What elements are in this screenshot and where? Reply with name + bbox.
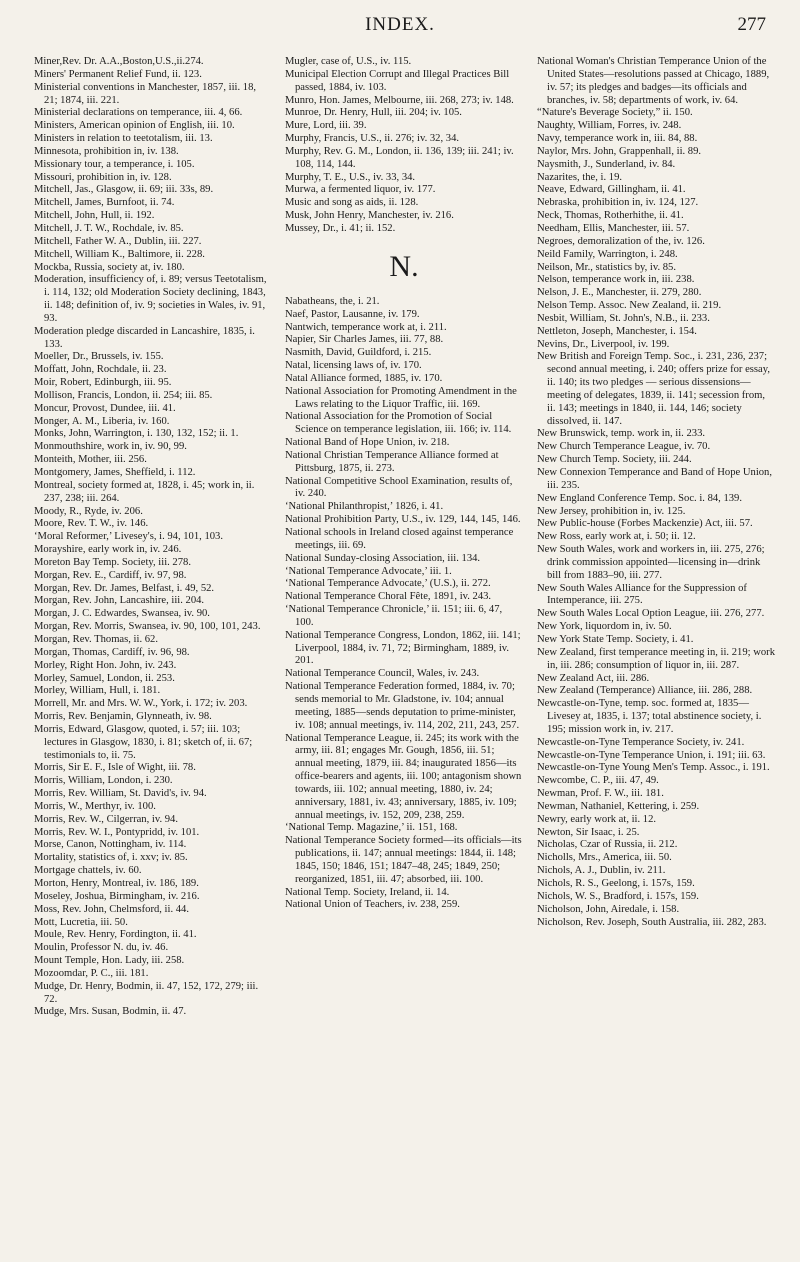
- index-entry: Moreton Bay Temp. Society, iii. 278.: [34, 556, 191, 568]
- section-letter-n: N.: [389, 249, 419, 283]
- index-entry: New Church Temperance League, iv. 70.: [537, 441, 711, 453]
- index-entry: Neild Family, Warrington, i. 248.: [537, 248, 678, 260]
- index-entry: Moderation, insufficiency of, i. 89; versus Teetotalism, i. 114, 132; old Moderation Society declining, 1843, ii. 148; definition of, iv. 9; societies in Wales, iv. 91, 93.: [34, 274, 267, 324]
- index-entry: Naef, Pastor, Lausanne, iv. 179.: [285, 308, 420, 320]
- index-entry: Nevins, Dr., Liverpool, iv. 199.: [537, 338, 670, 350]
- index-entry: National Association for Promoting Amendment in the Laws relating to the Liquor Traffic, iii. 169.: [285, 385, 517, 410]
- index-entry: Ministerial declarations on temperance, iii. 4, 66.: [34, 107, 243, 119]
- index-entry: National Temperance Council, Wales, iv. 243.: [285, 668, 480, 680]
- index-entry: Municipal Election Corrupt and Illegal Practices Bill passed, 1884, iv. 103.: [285, 68, 510, 93]
- index-entry: New Zealand, first temperance meeting in, ii. 219; work in, iii. 286; consumption of liquor in, iii. 287.: [537, 646, 775, 671]
- index-entry: Mortality, statistics of, i. xxv; iv. 85.: [34, 852, 188, 864]
- index-entry: Needham, Ellis, Manchester, iii. 57.: [537, 222, 690, 234]
- index-entry: ‘National Temp. Magazine,’ ii. 151, 168.: [285, 822, 458, 834]
- index-entry: Ministerial conventions in Manchester, 1857, iii. 18, 21; 1874, iii. 221.: [34, 81, 257, 106]
- index-entry: Morris, W., Merthyr, iv. 100.: [34, 800, 156, 812]
- index-entry: Morris, Edward, Glasgow, quoted, i. 57; iii. 103; lectures in Glasgow, 1830, i. 81; sketch of, ii. 67; testimonials to, ii. 75.: [34, 723, 253, 761]
- index-entry: New Connexion Temperance and Band of Hope Union, iii. 235.: [537, 467, 773, 491]
- index-entry: Newton, Sir Isaac, i. 25.: [537, 826, 640, 838]
- index-entry: Morrell, Mr. and Mrs. W. W., York, i. 172; iv. 203.: [34, 698, 248, 710]
- index-entry: National Temp. Society, Ireland, ii. 14.: [285, 886, 450, 898]
- index-entry: Newcastle-on-Tyne, temp. soc. formed at, 1835—Livesey at, 1835, i. 137; total abstinence society, i. 195; mission work in, iv. 217.: [537, 698, 762, 735]
- index-entry: Nazarites, the, i. 19.: [537, 171, 623, 183]
- index-entry: Nichols, R. S., Geelong, i. 157s, 159.: [537, 878, 695, 889]
- index-entry: Neilson, Mr., statistics by, iv. 85.: [537, 261, 676, 273]
- index-entry: Monmouthshire, work in, iv. 90, 99.: [34, 441, 187, 453]
- index-entry: Mure, Lord, iii. 39.: [285, 120, 367, 132]
- index-entry: Nelson, J. E., Manchester, ii. 279, 280.: [537, 287, 702, 299]
- index-entry: Music and song as aids, ii. 128.: [285, 197, 419, 209]
- index-entry: Missouri, prohibition in, iv. 128.: [34, 171, 172, 183]
- index-entry: Morgan, J. C. Edwardes, Swansea, iv. 90.: [34, 608, 210, 620]
- index-entry: Moule, Rev. Henry, Fordington, ii. 41.: [34, 929, 197, 941]
- index-entry: New Zealand (Temperance) Alliance, iii. 286, 288.: [537, 685, 753, 697]
- index-entry: Morris, Rev. Benjamin, Glynneath, iv. 98.: [34, 711, 212, 723]
- index-entry: Mitchell, James, Burnfoot, ii. 74.: [34, 197, 175, 209]
- index-entry: Newcastle-on-Tyne Temperance Society, iv. 241.: [537, 736, 745, 748]
- index-entry: Moncur, Provost, Dundee, iii. 41.: [34, 402, 176, 414]
- index-entry: New York, liquordom in, iv. 50.: [537, 621, 672, 633]
- index-entry: ‘Moral Reformer,’ Livesey's, i. 94, 101, 103.: [34, 531, 223, 543]
- index-entry: Montreal, society formed at, 1828, i. 45; work in, ii. 237, 238; iii. 264.: [34, 479, 255, 504]
- index-entry: Moir, Robert, Edinburgh, iii. 95.: [34, 377, 172, 389]
- index-entry: Murphy, T. E., U.S., iv. 33, 34.: [285, 171, 416, 183]
- index-entry: National Temperance Federation formed, 1884, iv. 70; sends memorial to Mr. Gladstone, iv. 104; annual meeting, 1885—sends deputation to prime-minister, iv. 108; annual meetings, iv. 114, 202, 211, 243, 257.: [285, 681, 520, 731]
- index-entry: Ministers, American opinion of English, iii. 10.: [34, 120, 235, 132]
- index-entry: Nicholas, Czar of Russia, ii. 212.: [537, 839, 678, 851]
- index-entry: Nantwich, temperance work at, i. 211.: [285, 321, 447, 333]
- index-entry: Newcombe, C. P., iii. 47, 49.: [537, 775, 659, 787]
- index-column-1: [34, 56, 272, 1019]
- index-entry: National Band of Hope Union, iv. 218.: [285, 437, 450, 449]
- index-entry: Mott, Lucretia, iii. 50.: [34, 916, 128, 928]
- index-entry: ‘National Philanthropist,’ 1826, i. 41.: [285, 501, 444, 513]
- index-entry: Morris, William, London, i. 230.: [34, 775, 173, 787]
- index-entry: Morayshire, early work in, iv. 246.: [34, 544, 182, 556]
- index-entry: Newry, early work at, ii. 12.: [537, 813, 657, 825]
- index-entry: National Temperance Society formed—its officials—its publications, ii. 147; annual meetings: 1844, ii. 148; 1845, 150; 1846, 151; 1847–48, 245; 1849, 250; reorganized, 1851, iii. 47; absorbed, iii. 100.: [285, 835, 522, 885]
- index-entry: Nebraska, prohibition in, iv. 124, 127.: [537, 197, 699, 209]
- index-entry: Nelson Temp. Assoc. New Zealand, ii. 219.: [537, 300, 722, 312]
- index-entry: Mockba, Russia, society at, iv. 180.: [34, 261, 185, 273]
- index-entry: Mudge, Mrs. Susan, Bodmin, ii. 47.: [34, 1006, 187, 1018]
- index-entry: Miner,Rev. Dr. A.A.,Boston,U.S.,ii.274.: [34, 56, 204, 67]
- index-entry: Negroes, demoralization of the, iv. 126.: [537, 235, 705, 247]
- index-entry: Morris, Rev. W., Cilgerran, iv. 94.: [34, 813, 178, 825]
- index-entry: Monteith, Mother, iii. 256.: [34, 454, 147, 466]
- index-entry: Nabatheans, the, i. 21.: [285, 295, 380, 307]
- index-entry: Mollison, Francis, London, ii. 254; iii. 85.: [34, 389, 213, 401]
- index-entry: New South Wales, work and workers in, iii. 275, 276; drink commission appointed—licensing in—drink bill from 1883–90, iii. 277.: [537, 544, 765, 581]
- index-entry: Minnesota, prohibition in, iv. 138.: [34, 145, 179, 157]
- index-entry: Missionary tour, a temperance, i. 105.: [34, 158, 195, 170]
- index-entry: Moss, Rev. John, Chelmsford, ii. 44.: [34, 903, 189, 915]
- index-entry: Moseley, Joshua, Birmingham, iv. 216.: [34, 890, 200, 902]
- index-entry: New Zealand Act, iii. 286.: [537, 672, 650, 684]
- index-entry: National Woman's Christian Temperance Union of the United States—resolutions passed at Chicago, 1889, iv. 57; its pledges and badges—its officials and branches, iv. 58; departments of work, iv. 64.: [537, 56, 770, 106]
- index-entry: Morley, Samuel, London, ii. 253.: [34, 672, 175, 684]
- index-entry: Napier, Sir Charles James, iii. 77, 88.: [285, 334, 444, 346]
- index-entry: ‘National Temperance Chronicle,’ ii. 151; iii. 6, 47, 100.: [285, 604, 503, 628]
- index-entry: Monks, John, Warrington, i. 130, 132, 152; ii. 1.: [34, 428, 239, 440]
- index-entry: National Association for the Promotion of Social Science on temperance legislation, iii. 166; iv. 114.: [285, 411, 512, 436]
- index-entry: Natal, licensing laws of, iv. 170.: [285, 360, 422, 372]
- index-entry: Mitchell, Father W. A., Dublin, iii. 227.: [34, 235, 202, 247]
- index-entry: New Church Temp. Society, iii. 244.: [537, 454, 692, 466]
- index-entry: New South Wales Local Option League, iii. 276, 277.: [537, 608, 765, 620]
- index-entry: Morris, Rev. W. I., Pontypridd, iv. 101.: [34, 826, 200, 838]
- index-entry: Moulin, Professor N. du, iv. 46.: [34, 942, 169, 954]
- index-entry: Murwa, a fermented liquor, iv. 177.: [285, 184, 436, 196]
- index-entry: New Ross, early work at, i. 50; ii. 12.: [537, 531, 696, 543]
- index-entry: National Temperance Choral Fête, 1891, iv. 243.: [285, 591, 492, 603]
- index-entry: Monger, A. M., Liberia, iv. 160.: [34, 415, 170, 427]
- index-entry: Nesbit, William, St. John's, N.B., ii. 233.: [537, 312, 710, 324]
- index-entry: New British and Foreign Temp. Soc., i. 231, 236, 237; second annual meeting, i. 240; offers prize for essay, ii. 140; its two pledges — serious dissensions—meeting of delegates, 1839, ii. 141; secession from, ii. 143; meetings in 1840, ii. 144, 146; society dissolved, ii. 147.: [537, 351, 770, 427]
- index-entry: Mitchell, John, Hull, ii. 192.: [34, 210, 155, 222]
- index-entry: Mitchell, Jas., Glasgow, ii. 69; iii. 33s, 89.: [34, 184, 214, 196]
- index-entry: Montgomery, James, Sheffield, i. 112.: [34, 467, 196, 478]
- index-entry: Nettleton, Joseph, Manchester, i. 154.: [537, 325, 697, 337]
- index-entry: New England Conference Temp. Soc. i. 84, 139.: [537, 492, 743, 504]
- index-entry: Munroe, Dr. Henry, Hull, iii. 204; iv. 105.: [285, 107, 462, 119]
- index-entry: Morgan, Thomas, Cardiff, iv. 96, 98.: [34, 646, 190, 658]
- index-entry: Naysmith, J., Sunderland, iv. 84.: [537, 158, 676, 170]
- index-entry: Morgan, Rev. Thomas, ii. 62.: [34, 633, 158, 645]
- index-entry: Morris, Sir E. F., Isle of Wight, iii. 78.: [34, 762, 196, 774]
- index-column-2-n-entries: [285, 296, 523, 913]
- page-header: [34, 14, 766, 44]
- index-entry: Nelson, temperance work in, iii. 238.: [537, 274, 695, 286]
- index-column-2: [285, 56, 523, 912]
- page-number: 277: [737, 14, 766, 35]
- index-entry: Morton, Henry, Montreal, iv. 186, 189.: [34, 878, 199, 889]
- index-entry: National schools in Ireland closed against temperance meetings, iii. 69.: [285, 527, 514, 551]
- index-entry: Moody, R., Ryde, iv. 206.: [34, 505, 143, 517]
- running-title: INDEX.: [365, 14, 435, 35]
- index-entry: National Prohibition Party, U.S., iv. 129, 144, 145, 146.: [285, 514, 521, 526]
- index-entry: Morgan, Rev. E., Cardiff, iv. 97, 98.: [34, 569, 187, 581]
- index-entry: Morgan, Rev. Dr. James, Belfast, i. 49, 52.: [34, 582, 215, 594]
- index-entry: Morley, William, Hull, i. 181.: [34, 685, 161, 697]
- index-entry: “Nature's Beverage Society,” ii. 150.: [537, 107, 693, 119]
- index-entry: Moeller, Dr., Brussels, iv. 155.: [34, 351, 164, 363]
- index-column-3: [537, 56, 775, 929]
- index-entry: Miners' Permanent Relief Fund, ii. 123.: [34, 68, 202, 80]
- index-entry: Ministers in relation to teetotalism, iii. 13.: [34, 133, 213, 145]
- index-entry: Mozoomdar, P. C., iii. 181.: [34, 967, 149, 979]
- index-entry: New Public-house (Forbes Mackenzie) Act, iii. 57.: [537, 518, 753, 530]
- index-entry: New South Wales Alliance for the Suppression of Intemperance, iii. 275.: [537, 582, 747, 607]
- index-entry: Musk, John Henry, Manchester, iv. 216.: [285, 210, 454, 222]
- index-entry: Nasmith, David, Guildford, i. 215.: [285, 347, 432, 359]
- index-entry: Moderation pledge discarded in Lancashire, 1835, i. 133.: [34, 325, 255, 350]
- index-entry: Mugler, case of, U.S., iv. 115.: [285, 56, 412, 67]
- index-entry: National Christian Temperance Alliance formed at Pittsburg, 1875, ii. 273.: [285, 449, 499, 474]
- index-entry: Naylor, Mrs. John, Grappenhall, ii. 89.: [537, 145, 702, 157]
- index-entry: New Brunswick, temp. work in, ii. 233.: [537, 428, 706, 440]
- index-entry: Nichols, A. J., Dublin, iv. 211.: [537, 865, 666, 877]
- index-entry: Murphy, Francis, U.S., ii. 276; iv. 32, 34.: [285, 133, 460, 145]
- index-entry: Newcastle-on-Tyne Young Men's Temp. Assoc., i. 191.: [537, 762, 770, 774]
- index-entry: Nicholson, Rev. Joseph, South Australia, iii. 282, 283.: [537, 916, 767, 928]
- index-entry: New York State Temp. Society, i. 41.: [537, 633, 694, 645]
- index-entry: Naughty, William, Forres, iv. 248.: [537, 120, 682, 132]
- index-entry: Natal Alliance formed, 1885, iv. 170.: [285, 372, 443, 384]
- index-entry: Navy, temperance work in, iii. 84, 88.: [537, 133, 698, 145]
- index-entry: National Sunday-closing Association, iii. 134.: [285, 552, 481, 564]
- index-entry: ‘National Temperance Advocate,’ iii. 1.: [285, 565, 452, 577]
- index-entry: Neck, Thomas, Rotherhithe, ii. 41.: [537, 210, 684, 222]
- index-entry: Murphy, Rev. G. M., London, ii. 136, 139; iii. 241; iv. 108, 114, 144.: [285, 145, 514, 170]
- index-entry: Morse, Canon, Nottingham, iv. 114.: [34, 839, 187, 851]
- index-entry: Mount Temple, Hon. Lady, iii. 258.: [34, 955, 185, 967]
- index-entry: National Union of Teachers, iv. 238, 259.: [285, 899, 460, 911]
- index-entry: Mudge, Dr. Henry, Bodmin, ii. 47, 152, 172, 279; iii. 72.: [34, 980, 259, 1005]
- index-entry: Newcastle-on-Tyne Temperance Union, i. 191; iii. 63.: [537, 749, 766, 761]
- index-entry: Munro, Hon. James, Melbourne, iii. 268, 273; iv. 148.: [285, 94, 514, 106]
- index-entry: Mussey, Dr., i. 41; ii. 152.: [285, 222, 396, 234]
- index-entry: Newman, Prof. F. W., iii. 181.: [537, 788, 664, 800]
- index-column-2-m-entries: [285, 56, 523, 236]
- index-entry: Neave, Edward, Gillingham, ii. 41.: [537, 184, 686, 196]
- index-entry: Mitchell, J. T. W., Rochdale, iv. 85.: [34, 222, 184, 234]
- index-entry: Nicholls, Mrs., America, iii. 50.: [537, 852, 672, 864]
- index-entry: Morley, Right Hon. John, iv. 243.: [34, 659, 177, 671]
- index-entry: National Temperance League, ii. 245; its work with the army, iii. 81; engages Mr. Gough, 1856, iii. 51; annual meeting, 1879, iii. 84; inaugurated 1856—its office-bearers and agents, iii. 100; antagonism shown towards, iii. 102; annual meeting, 1880, iv. 24; anniversary, 1881, iv. 43; anniversary, 1885, iv. 109; annual meetings, iv. 152, 209, 238, 259.: [285, 732, 522, 821]
- index-entry: Mortgage chattels, iv. 60.: [34, 865, 142, 877]
- index-entry: ‘National Temperance Advocate,’ (U.S.), ii. 272.: [285, 578, 491, 590]
- index-entry: Nicholson, John, Airedale, i. 158.: [537, 903, 680, 915]
- index-entry: National Competitive School Examination, results of, iv. 240.: [285, 475, 513, 500]
- index-entry: National Temperance Congress, London, 1862, iii. 141; Liverpool, 1884, iv. 71, 72; Birmingham, 1889, iv. 201.: [285, 629, 521, 667]
- index-entry: Nichols, W. S., Bradford, i. 157s, 159.: [537, 890, 699, 902]
- index-entry: Mitchell, William K., Baltimore, ii. 228.: [34, 248, 205, 260]
- index-entry: Morgan, Rev. Morris, Swansea, iv. 90, 100, 101, 243.: [34, 621, 261, 633]
- index-entry: Morgan, Rev. John, Lancashire, iii. 204.: [34, 595, 205, 607]
- index-entry: Moore, Rev. T. W., iv. 146.: [34, 518, 149, 530]
- index-entry: New Jersey, prohibition in, iv. 125.: [537, 505, 686, 517]
- index-entry: Newman, Nathaniel, Kettering, i. 259.: [537, 800, 700, 812]
- index-entry: Morris, Rev. William, St. David's, iv. 94.: [34, 788, 207, 800]
- index-entry: Moffatt, John, Rochdale, ii. 23.: [34, 364, 167, 376]
